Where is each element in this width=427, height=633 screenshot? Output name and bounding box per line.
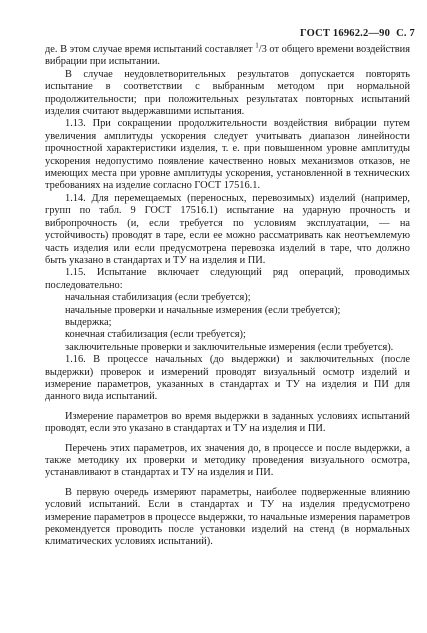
page-number: С. 7 (396, 28, 415, 39)
list-item: начальная стабилизация (если требуется); (65, 292, 251, 304)
paragraph-parameter-list: Перечень этих параметров, их значения до, в процессе и после выдержки, а также методику их проверки и методику проведения визуального осмотра, устанавливают в стандартах и ТУ на изделия и ПИ. (45, 442, 410, 479)
clause-1-16: 1.16. В процессе начальных (до выдержки) и заключительных (после выдержки) проверок и измерений проводят визуальный осмотр изделий и измерение параметров, указанных в стандартах и ТУ на изделия и ПИ для данного вида испытаний. (45, 354, 410, 403)
list-item: конечная стабилизация (если требуется); (65, 329, 246, 341)
list-item: начальные проверки и начальные измерения (если требуется); (65, 304, 341, 316)
document-body (45, 41, 410, 549)
page-header (300, 28, 415, 39)
paragraph-priority: В первую очередь измеряют параметры, наиболее подверженные влиянию условий испытаний. Если в стандартах и ТУ на изделия предусмотрено измерение параметров в процессе выдержки, то начальные измерения параметров рекомендуется проводить после установки изделий на стенд (в нормальных климатических условиях испытаний). (45, 486, 410, 548)
list-item: заключительные проверки и заключительные измерения (если требуется). (65, 341, 394, 353)
paragraph-retest: В случае неудовлетворительных результатов допускается повторять испытание в соответствии с выбранным методом при нормальной продолжительности; при положительных результатах повторных испытаний изделия считают выдержавшими испытания. (45, 68, 410, 118)
clause-1-14: 1.14. Для перемещаемых (переносных, перевозимых) изделий (например, групп по табл. 9 ГОСТ 17516.1) испытание на ударную прочность и вибропрочность (и, если требуется по условиям эксплуатации, — на устойчивость) проводят в таре, если ее можно рассматривать как неотъемлемую часть изделия или если предусмотрена перевозка изделий в таре, что должно быть указано в стандартах и ТУ на изделия и ПИ. (45, 192, 410, 266)
paragraph-continuation: де. В этом случае время испытаний составляет $^1$/3 от общего времени воздействия вибрации при испытании. (45, 41, 410, 68)
clause-1-15: 1.15. Испытание включает следующий ряд операций, проводимых последовательно: (45, 267, 410, 291)
standard-number: ГОСТ 16962.2—90 (300, 28, 391, 39)
clause-1-13: 1.13. При сокращении продолжительности воздействия вибрации путем увеличения амплитуды ускорения следует учитывать диапазон линейности прочностной характеристики изделия, т. е. при повышенном уровне амплитуды ускорения недопустимо появление качественно новых механизмов отказов, не имеющих места при уровне амплитуды ускорения, установленной в технических требованиях на изделие согласно ГОСТ 17516.1. (45, 118, 410, 192)
paragraph-measurement: Измерение параметров во время выдержки в заданных условиях испытаний проводят, если это указано в стандартах и ТУ на изделия и ПИ. (45, 410, 410, 435)
list-item: выдержка; (65, 316, 112, 328)
